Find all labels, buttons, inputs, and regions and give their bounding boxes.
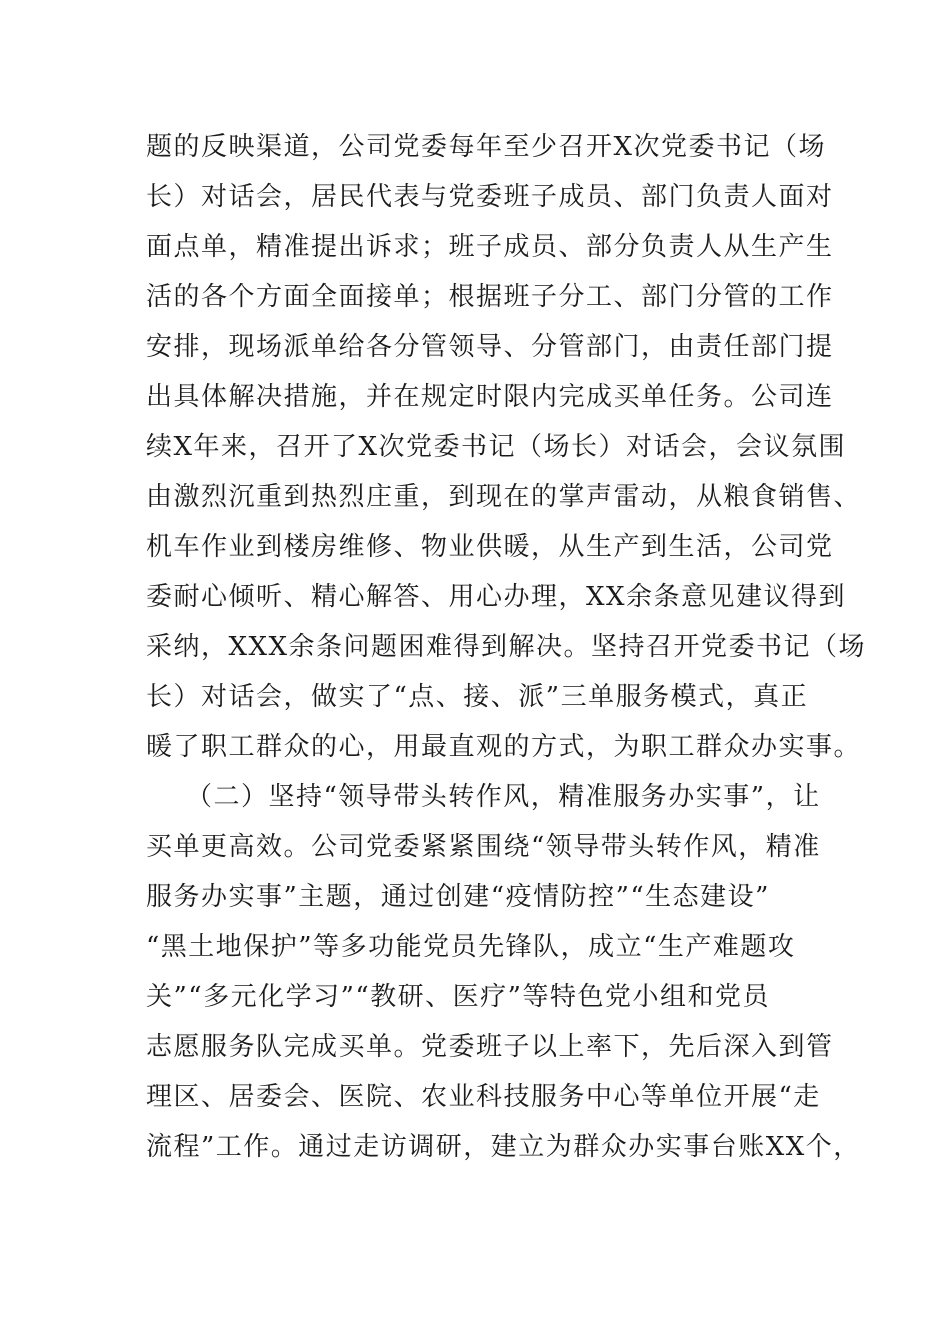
text-line: 题的反映渠道，公司党委每年至少召开X次党委书记（场 xyxy=(146,132,827,162)
text-line: 暖了职工群众的心，用最直观的方式，为职工群众办实事。 xyxy=(146,732,862,762)
text-line: 长）对话会，做实了“点、接、派”三单服务模式，真正 xyxy=(146,682,809,712)
text-line: 采纳，XXX余条问题困难得到解决。坚持召开党委书记（场 xyxy=(146,632,867,662)
text-line: 服务办实事”主题，通过创建“疫情防控”“生态建设” xyxy=(146,882,770,912)
text-line: 委耐心倾听、精心解答、用心办理，XX余条意见建议得到 xyxy=(146,582,847,612)
text-line: 活的各个方面全面接单；根据班子分工、部门分管的工作 xyxy=(146,282,834,312)
text-line: 关”“多元化学习”“教研、医疗”等特色党小组和党员 xyxy=(146,982,770,1012)
text-line: 志愿服务队完成买单。党委班子以上率下，先后深入到管 xyxy=(146,1032,834,1062)
text-line: 机车作业到楼房维修、物业供暖，从生产到生活，公司党 xyxy=(146,532,834,562)
text-line: 流程”工作。通过走访调研，建立为群众办实事台账XX个， xyxy=(146,1132,861,1162)
text-line: 长）对话会，居民代表与党委班子成员、部门负责人面对 xyxy=(146,182,834,212)
text-line: 安排，现场派单给各分管领导、分管部门，由责任部门提 xyxy=(146,332,834,362)
paragraph-start-line: （二）坚持“领导带头转作风，精准服务办实事”，让 xyxy=(186,782,821,812)
text-line: 续X年来，召开了X次党委书记（场长）对话会，会议氛围 xyxy=(146,432,847,462)
text-line: “黑土地保护”等多功能党员先锋队，成立“生产难题攻 xyxy=(146,932,796,962)
text-line: 出具体解决措施，并在规定时限内完成买单任务。公司连 xyxy=(146,382,834,412)
text-line: 买单更高效。公司党委紧紧围绕“领导带头转作风，精准 xyxy=(146,832,821,862)
text-line: 理区、居委会、医院、农业科技服务中心等单位开展“走 xyxy=(146,1082,821,1112)
text-line: 由激烈沉重到热烈庄重，到现在的掌声雷动，从粮食销售、 xyxy=(146,482,862,512)
text-line: 面点单，精准提出诉求；班子成员、部分负责人从生产生 xyxy=(146,232,834,262)
